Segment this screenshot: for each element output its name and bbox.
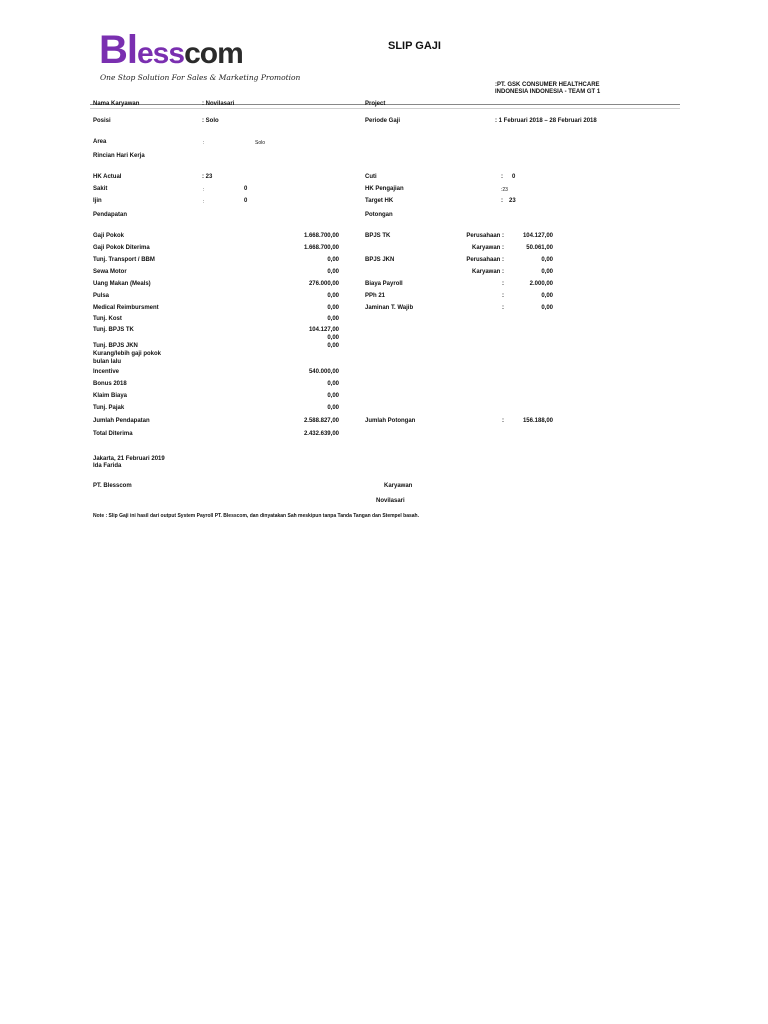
biaya-payroll-value: 2.000,00 — [529, 281, 553, 287]
karyawan-signature-name: Novilasari — [376, 498, 405, 504]
biaya-payroll-colon: : — [502, 281, 504, 287]
income-value: 104.127,00 — [308, 327, 339, 333]
total-diterima-value: 2.432.639,00 — [303, 431, 339, 437]
area-value: Solo — [255, 140, 266, 146]
posisi-value: : Solo — [202, 118, 219, 124]
jumlah-potongan-colon: : — [502, 418, 504, 424]
income-label: Tunj. BPJS TK — [93, 327, 134, 333]
income-value: 0,00 — [327, 269, 339, 275]
income-value: 0,00 — [327, 335, 339, 341]
income-value: 0,00 — [327, 343, 339, 349]
ijin-colon: : — [203, 199, 205, 205]
income-value: 276.000,00 — [308, 281, 339, 287]
bpjs-jkn-karyawan-label: Karyawan : — [471, 269, 504, 275]
biaya-payroll-label: Biaya Payroll — [365, 281, 403, 287]
periode-gaji-label: Periode Gaji — [365, 118, 401, 124]
total-diterima-label: Total Diterima — [93, 431, 133, 437]
bpjs-jkn-perusahaan-label: Perusahaan : — [466, 257, 504, 263]
pph21-colon: : — [502, 293, 504, 299]
jaminan-value: 0,00 — [541, 305, 553, 311]
hk-pengajian-label: HK Pengajian — [365, 186, 404, 192]
signer-name: Ida Farida — [93, 463, 122, 469]
company-logo — [99, 28, 301, 86]
bpjs-tk-label: BPJS TK — [365, 233, 391, 239]
company-name-line2: INDONESIA INDONESIA - TEAM GT 1 — [495, 89, 601, 95]
bpjs-jkn-perusahaan-value: 0,00 — [541, 257, 553, 263]
cuti-value: 0 — [512, 174, 516, 180]
income-value: 540.000,00 — [308, 369, 339, 375]
income-label: Klaim Biaya — [93, 393, 128, 399]
ijin-value: 0 — [244, 198, 248, 204]
income-label: Sewa Motor — [93, 269, 127, 275]
income-label: Incentive — [93, 369, 120, 375]
income-value: 0,00 — [327, 405, 339, 411]
cuti-label: Cuti — [365, 174, 377, 180]
ijin-label: Ijin — [93, 198, 102, 204]
logo-wordmark: Blesscom — [99, 28, 243, 72]
sakit-label: Sakit — [93, 186, 108, 192]
income-label: Tunj. Kost — [93, 316, 122, 322]
company-name-line1: :PT. GSK CONSUMER HEALTHCARE — [495, 82, 600, 88]
pph21-value: 0,00 — [541, 293, 553, 299]
income-value: 0,00 — [327, 381, 339, 387]
potongan-heading: Potongan — [365, 212, 393, 218]
jaminan-colon: : — [502, 305, 504, 311]
income-label: Medical Reimbursment — [93, 305, 159, 311]
bpjs-tk-karyawan-value: 50.061,00 — [526, 245, 553, 251]
target-hk-value: 23 — [509, 198, 516, 204]
company-signature: PT. Blesscom — [93, 483, 132, 489]
rincian-hari-kerja-label: Rincian Hari Kerja — [93, 153, 145, 159]
income-label: Gaji Pokok Diterima — [93, 245, 150, 251]
posisi-label: Posisi — [93, 118, 111, 124]
pph21-label: PPh 21 — [365, 293, 386, 299]
income-value: 0,00 — [327, 393, 339, 399]
income-label: Tunj. BPJS JKN — [93, 343, 138, 349]
bpjs-tk-perusahaan-label: Perusahaan : — [466, 233, 504, 239]
income-label: Pulsa — [93, 293, 110, 299]
income-label: Tunj. Transport / BBM — [93, 257, 155, 263]
document-title: SLIP GAJI — [388, 40, 441, 52]
place-date: Jakarta, 21 Februari 2019 — [93, 456, 165, 462]
bpjs-jkn-label: BPJS JKN — [365, 257, 395, 263]
footer-note: Note : Slip Gaji ini hasil dari output System Payroll PT. Blesscom, dan dinyatakan Sah meskipun tanpa Tanda Tangan dan Stempel basah. — [93, 513, 420, 519]
bpjs-tk-perusahaan-value: 104.127,00 — [522, 233, 553, 239]
jumlah-pendapatan-value: 2.588.827,00 — [303, 418, 339, 424]
periode-gaji-value: : 1 Februari 2018 – 28 Februari 2018 — [495, 118, 597, 124]
nama-karyawan-value: : Novilasari — [202, 101, 235, 107]
area-label: Area — [93, 139, 107, 145]
target-hk-colon: : — [501, 198, 503, 204]
income-value: 1.668.700,00 — [303, 233, 339, 239]
income-label: bulan lalu — [93, 359, 122, 365]
jumlah-potongan-label: Jumlah Potongan — [365, 418, 416, 424]
hk-actual-value: : 23 — [202, 174, 213, 180]
jumlah-pendapatan-label: Jumlah Pendapatan — [93, 418, 150, 424]
target-hk-label: Target HK — [365, 198, 394, 204]
income-label: Bonus 2018 — [93, 381, 127, 387]
header-divider-light — [90, 108, 680, 109]
income-label: Tunj. Pajak — [93, 405, 125, 411]
nama-karyawan-label: Nama Karyawan — [93, 101, 140, 107]
income-label: Kurang/lebih gaji pokok — [93, 351, 162, 357]
income-value: 0,00 — [327, 305, 339, 311]
income-value: 0,00 — [327, 316, 339, 322]
sakit-colon: : — [203, 187, 205, 193]
logo-tagline: One Stop Solution For Sales & Marketing Promotion — [100, 73, 301, 82]
income-value: 0,00 — [327, 257, 339, 263]
cuti-colon: : — [501, 174, 503, 180]
bpjs-jkn-karyawan-value: 0,00 — [541, 269, 553, 275]
income-value: 1.668.700,00 — [303, 245, 339, 251]
hk-actual-label: HK Actual — [93, 174, 122, 180]
bpjs-tk-karyawan-label: Karyawan : — [471, 245, 504, 251]
income-value: 0,00 — [327, 293, 339, 299]
pendapatan-heading: Pendapatan — [93, 212, 128, 218]
area-colon: : — [203, 140, 205, 146]
jaminan-label: Jaminan T. Wajib — [365, 305, 414, 311]
sakit-value: 0 — [244, 186, 248, 192]
jumlah-potongan-value: 156.188,00 — [522, 418, 553, 424]
income-label: Uang Makan (Meals) — [93, 281, 151, 287]
project-label: Project — [365, 101, 386, 107]
income-label: Gaji Pokok — [93, 233, 125, 239]
karyawan-signature-label: Karyawan — [384, 483, 413, 489]
hk-pengajian-value: :23 — [501, 187, 508, 193]
